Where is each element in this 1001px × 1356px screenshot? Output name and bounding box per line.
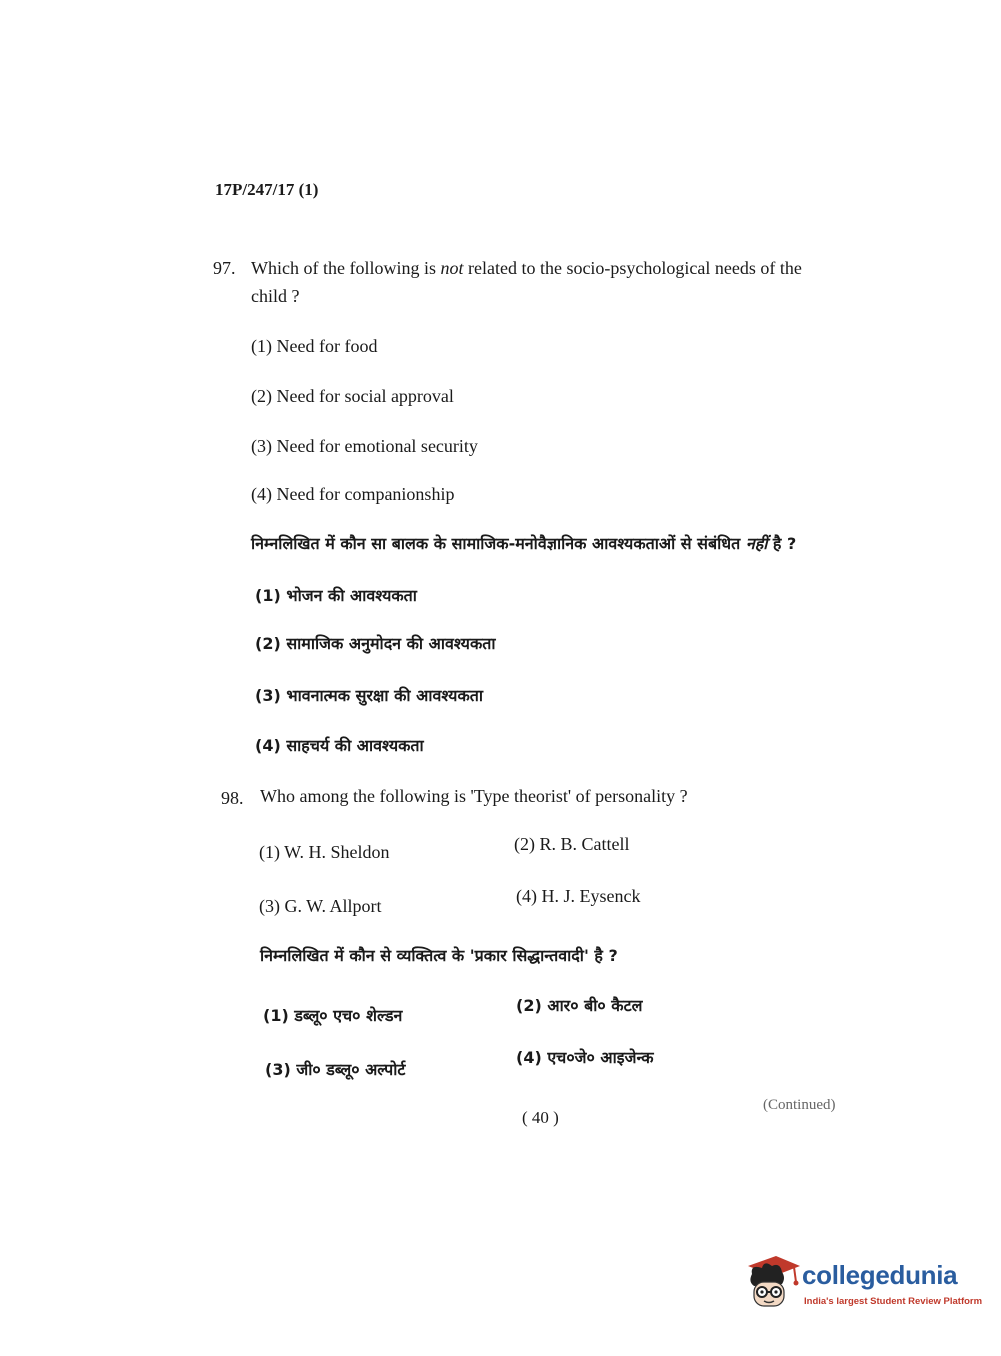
q97-hindi-option-1[interactable]: (1) भोजन की आवश्यकता bbox=[255, 586, 417, 605]
student-mascot-icon bbox=[742, 1252, 800, 1312]
brand-name: collegedunia bbox=[802, 1260, 958, 1290]
q97-hindi-option-4[interactable]: (4) साहचर्य की आवश्यकता bbox=[255, 736, 424, 755]
q98-option-2[interactable]: (2) R. B. Cattell bbox=[514, 834, 630, 854]
q97-hindi-before: निम्नलिखित में कौन सा बालक के सामाजिक-मनोवैज्ञानिक आवश्यकताओं से संबंधित bbox=[251, 534, 746, 553]
q98-option-1[interactable]: (1) W. H. Sheldon bbox=[259, 842, 390, 862]
question-97-text-line2: child ? bbox=[251, 286, 300, 306]
q98-hindi-option-2[interactable]: (2) आर० बी० कैटल bbox=[516, 996, 643, 1015]
q97-hindi-option-3[interactable]: (3) भावनात्मक सुरक्षा की आवश्यकता bbox=[255, 686, 483, 705]
page-number: ( 40 ) bbox=[522, 1108, 559, 1127]
question-97-text-emphasis: not bbox=[440, 258, 464, 278]
question-97-text-after: related to the socio-psychological needs of the bbox=[463, 258, 802, 278]
question-97-text bbox=[251, 254, 851, 310]
q97-option-2[interactable]: (2) Need for social approval bbox=[251, 386, 454, 406]
question-98-number: 98. bbox=[221, 788, 244, 808]
q97-option-1[interactable]: (1) Need for food bbox=[251, 336, 378, 356]
q98-hindi-option-1[interactable]: (1) डब्लू० एच० शेल्डन bbox=[263, 1006, 403, 1025]
question-98-text: Who among the following is 'Type theorist' of personality ? bbox=[260, 786, 688, 806]
brand-tagline: India's largest Student Review Platform bbox=[804, 1296, 983, 1307]
q98-hindi-option-4[interactable]: (4) एच०जे० आइजेन्क bbox=[516, 1048, 654, 1067]
collegedunia-logo[interactable] bbox=[742, 1248, 983, 1318]
q97-option-4[interactable]: (4) Need for companionship bbox=[251, 484, 455, 504]
question-97-hindi-text bbox=[251, 532, 796, 554]
q98-hindi-option-3[interactable]: (3) जी० डब्लू० अल्पोर्ट bbox=[265, 1060, 406, 1079]
question-98-hindi-text: निम्नलिखित में कौन से व्यक्तित्व के 'प्रकार सिद्धान्तवादी' है ? bbox=[260, 946, 618, 965]
q97-hindi-after: है ? bbox=[767, 534, 797, 553]
q97-option-3[interactable]: (3) Need for emotional security bbox=[251, 436, 478, 456]
continued-label: (Continued) bbox=[763, 1097, 836, 1113]
paper-code: 17P/247/17 (1) bbox=[215, 180, 319, 199]
q98-option-4[interactable]: (4) H. J. Eysenck bbox=[516, 886, 641, 906]
q97-hindi-option-2[interactable]: (2) सामाजिक अनुमोदन की आवश्यकता bbox=[255, 634, 496, 653]
question-97-text-before: Which of the following is bbox=[251, 258, 441, 278]
question-97-number: 97. bbox=[213, 258, 236, 278]
q97-hindi-emphasis: नहीं bbox=[745, 534, 768, 553]
q98-option-3[interactable]: (3) G. W. Allport bbox=[259, 896, 382, 916]
